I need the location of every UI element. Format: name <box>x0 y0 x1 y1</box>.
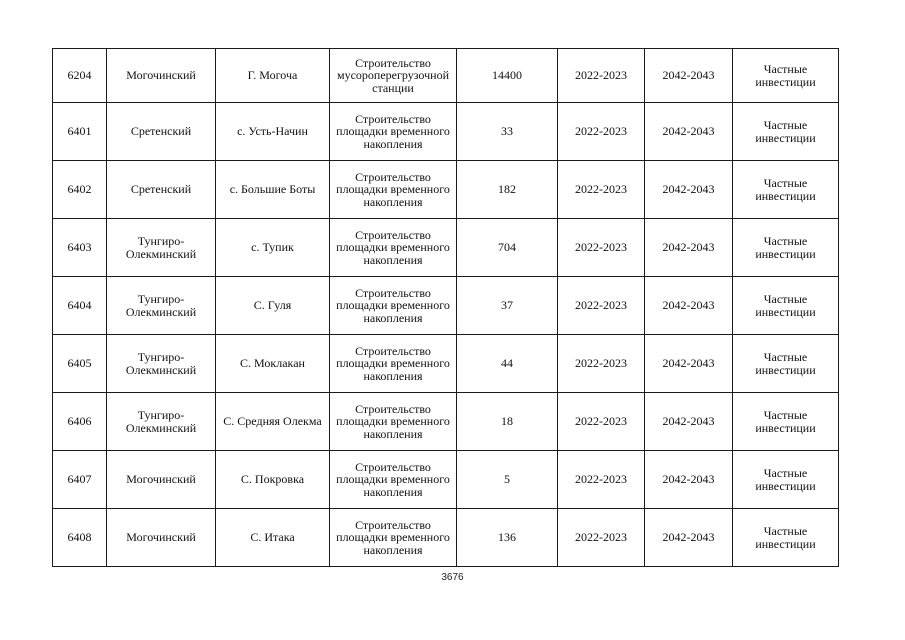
table-row <box>53 103 839 161</box>
table-body <box>53 49 839 567</box>
cell-district: Сретенский <box>107 103 216 161</box>
cell-construction-period: 2022-2023 <box>558 161 645 219</box>
cell-financing: Частные инвестиции <box>733 103 839 161</box>
page-number: 3676 <box>441 572 464 583</box>
cell-construction-period: 2022-2023 <box>558 451 645 509</box>
cell-object: Строительство площадки временного накопления <box>330 335 457 393</box>
cell-construction-period: 2022-2023 <box>558 509 645 567</box>
cell-capacity: 33 <box>457 103 558 161</box>
cell-construction-period: 2022-2023 <box>558 49 645 103</box>
cell-settlement: С. Покровка <box>216 451 330 509</box>
cell-code: 6204 <box>53 49 107 103</box>
cell-operation-period: 2042-2043 <box>645 219 733 277</box>
cell-settlement: с. Усть-Начин <box>216 103 330 161</box>
cell-operation-period: 2042-2043 <box>645 49 733 103</box>
cell-settlement: С. Средняя Олекма <box>216 393 330 451</box>
cell-operation-period: 2042-2043 <box>645 451 733 509</box>
cell-capacity: 14400 <box>457 49 558 103</box>
table-row <box>53 161 839 219</box>
cell-financing: Частные инвестиции <box>733 277 839 335</box>
cell-operation-period: 2042-2043 <box>645 161 733 219</box>
cell-district: Могочинский <box>107 49 216 103</box>
cell-district: Тунгиро-Олекминский <box>107 393 216 451</box>
cell-settlement: С. Гуля <box>216 277 330 335</box>
cell-object: Строительство площадки временного накопления <box>330 219 457 277</box>
cell-district: Тунгиро-Олекминский <box>107 219 216 277</box>
cell-district: Сретенский <box>107 161 216 219</box>
cell-object: Строительство площадки временного накопления <box>330 277 457 335</box>
cell-construction-period: 2022-2023 <box>558 103 645 161</box>
cell-construction-period: 2022-2023 <box>558 277 645 335</box>
cell-construction-period: 2022-2023 <box>558 393 645 451</box>
cell-object: Строительство площадки временного накопления <box>330 509 457 567</box>
table-row <box>53 335 839 393</box>
cell-object: Строительство площадки временного накопления <box>330 161 457 219</box>
cell-object: Строительство мусороперегрузочной станции <box>330 49 457 103</box>
table-row <box>53 393 839 451</box>
cell-code: 6403 <box>53 219 107 277</box>
cell-capacity: 704 <box>457 219 558 277</box>
cell-district: Могочинский <box>107 509 216 567</box>
cell-object: Строительство площадки временного накопления <box>330 451 457 509</box>
cell-operation-period: 2042-2043 <box>645 509 733 567</box>
cell-object: Строительство площадки временного накопления <box>330 393 457 451</box>
cell-financing: Частные инвестиции <box>733 219 839 277</box>
cell-construction-period: 2022-2023 <box>558 335 645 393</box>
cell-operation-period: 2042-2043 <box>645 335 733 393</box>
cell-settlement: Г. Могоча <box>216 49 330 103</box>
cell-financing: Частные инвестиции <box>733 49 839 103</box>
cell-capacity: 136 <box>457 509 558 567</box>
cell-code: 6404 <box>53 277 107 335</box>
cell-code: 6408 <box>53 509 107 567</box>
cell-code: 6406 <box>53 393 107 451</box>
table-row <box>53 509 839 567</box>
cell-settlement: с. Тупик <box>216 219 330 277</box>
cell-construction-period: 2022-2023 <box>558 219 645 277</box>
cell-object: Строительство площадки временного накопления <box>330 103 457 161</box>
cell-code: 6402 <box>53 161 107 219</box>
table-row <box>53 219 839 277</box>
table-row <box>53 49 839 103</box>
facilities-table <box>52 48 839 567</box>
cell-district: Тунгиро-Олекминский <box>107 335 216 393</box>
cell-district: Могочинский <box>107 451 216 509</box>
cell-capacity: 37 <box>457 277 558 335</box>
cell-code: 6405 <box>53 335 107 393</box>
cell-code: 6401 <box>53 103 107 161</box>
cell-capacity: 44 <box>457 335 558 393</box>
cell-operation-period: 2042-2043 <box>645 393 733 451</box>
cell-capacity: 5 <box>457 451 558 509</box>
cell-operation-period: 2042-2043 <box>645 277 733 335</box>
cell-code: 6407 <box>53 451 107 509</box>
cell-financing: Частные инвестиции <box>733 393 839 451</box>
cell-settlement: с. Большие Боты <box>216 161 330 219</box>
cell-settlement: С. Моклакан <box>216 335 330 393</box>
cell-capacity: 18 <box>457 393 558 451</box>
table-row <box>53 451 839 509</box>
cell-district: Тунгиро-Олекминский <box>107 277 216 335</box>
cell-settlement: С. Итака <box>216 509 330 567</box>
cell-capacity: 182 <box>457 161 558 219</box>
cell-financing: Частные инвестиции <box>733 509 839 567</box>
cell-financing: Частные инвестиции <box>733 451 839 509</box>
cell-operation-period: 2042-2043 <box>645 103 733 161</box>
cell-financing: Частные инвестиции <box>733 335 839 393</box>
cell-financing: Частные инвестиции <box>733 161 839 219</box>
table-row <box>53 277 839 335</box>
